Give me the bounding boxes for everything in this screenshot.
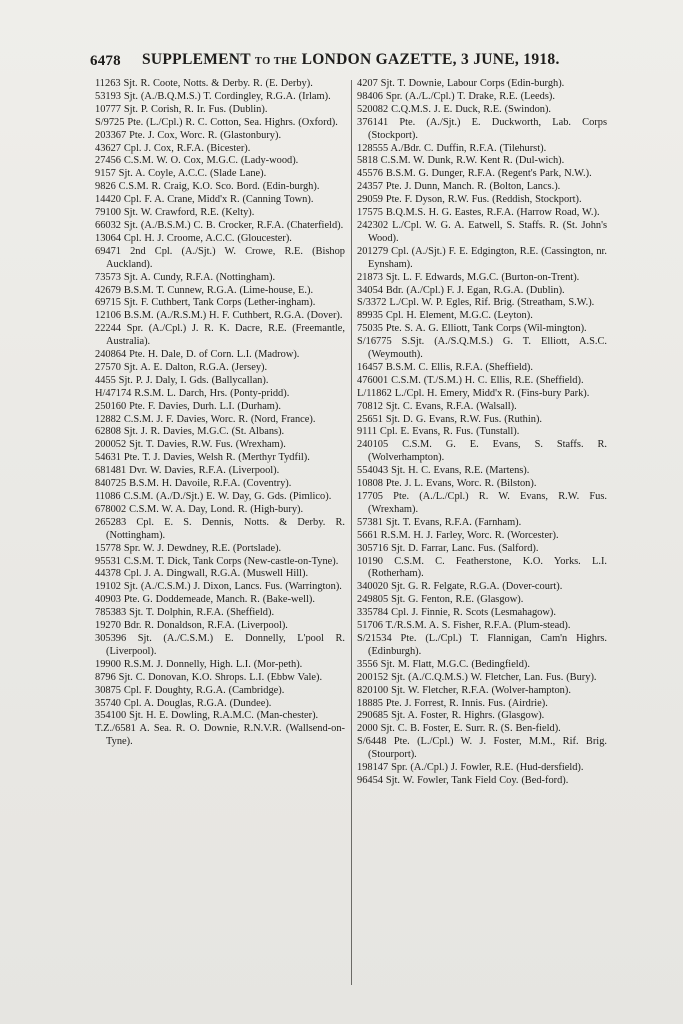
list-item: S/9725 Pte. (L./Cpl.) R. C. Cotton, Sea. Highrs. (Oxford). (95, 116, 338, 128)
list-item: 11086 C.S.M. (A./D./Sjt.) E. W. Day, G. Gds. (Pimlico). (95, 491, 332, 502)
list-item: 9111 Cpl. E. Evans, R. Fus. (Tunstall). (357, 426, 520, 438)
entry-columns (95, 78, 607, 993)
list-item: T.Z./6581 A. Sea. R. O. Downie, R.N.V.R. (Wallsend-on-Tyne). (95, 723, 345, 748)
list-item: 820100 Sjt. W. Fletcher, R.F.A. (Wolver-hampton). (357, 684, 571, 696)
list-item: 27570 Sjt. A. E. Dalton, R.G.A. (Jersey). (95, 361, 268, 373)
list-item: 12106 B.S.M. (A./R.S.M.) H. F. Cuthbert, R.G.A. (Dover). (95, 310, 343, 322)
list-item: 19102 Sjt. (A./C.S.M.) J. Dixon, Lancs. Fus. (Warrington). (95, 581, 342, 593)
list-item: 19270 Bdr. R. Donaldson, R.F.A. (Liverpool). (95, 620, 288, 632)
list-item: S/21534 Pte. (L./Cpl.) T. Flannigan, Cam'n Highrs. (Edinburgh). (357, 632, 607, 657)
list-item: 18885 Pte. J. Forrest, R. Innis. Fus. (Airdrie). (357, 697, 548, 709)
list-item: 95531 C.S.M. T. Dick, Tank Corps (New-castle-on-Tyne). (95, 555, 339, 567)
title-connector: TO THE (254, 56, 298, 67)
list-item: 22244 Spr. (A./Cpl.) J. R. K. Dacre, R.E. (Freemantle, Australia). (95, 323, 345, 348)
list-item: L/11862 L./Cpl. H. Emery, Midd'x R. (Fins-bury Park). (357, 387, 590, 399)
list-item: 2000 Sjt. C. B. Foster, E. Surr. R. (S. Ben-field). (357, 723, 561, 735)
list-item: 3556 Sjt. M. Flatt, M.G.C. (Bedingfield). (357, 658, 530, 670)
title-part2: LONDON GAZETTE, 3 JUNE, 1918. (301, 51, 560, 68)
list-item: 554043 Sjt. H. C. Evans, R.E. (Martens). (357, 465, 530, 477)
page-header (90, 51, 570, 73)
list-item: 66032 Sjt. (A./B.S.M.) C. B. Crocker, R.F.A. (Chaterfield). (95, 219, 344, 231)
list-item: 4455 Sjt. P. J. Daly, I. Gds. (Ballycallan). (95, 374, 269, 386)
list-item: S/6448 Pte. (L./Cpl.) W. J. Foster, M.M., Rif. Brig. (Stourport). (357, 736, 607, 761)
list-item: 25651 Sjt. D. G. Evans, R.W. Fus. (Ruthin). (357, 413, 543, 425)
list-item: 14420 Cpl. F. A. Crane, Midd'x R. (Canning Town). (95, 194, 314, 206)
list-item: 27456 C.S.M. W. O. Cox, M.G.C. (Lady-wood). (95, 155, 299, 167)
list-item: S/3372 L./Cpl. W. P. Egles, Rif. Brig. (Streatham, S.W.). (357, 297, 595, 309)
list-item: 29059 Pte. F. Dyson, R.W. Fus. (Reddish, Stockport). (357, 194, 582, 206)
list-item: 98406 Spr. (A./L./Cpl.) T. Drake, R.E. (Leeds). (357, 90, 555, 102)
list-item: 96454 Sjt. W. Fowler, Tank Field Coy. (Bed-ford). (357, 774, 569, 786)
list-item: 19900 R.S.M. J. Donnelly, High. L.I. (Mor-peth). (95, 658, 303, 670)
list-item: 30875 Cpl. F. Doughty, R.G.A. (Cambridge). (95, 684, 285, 696)
list-item: 335784 Cpl. J. Finnie, R. Scots (Lesmahagow). (357, 607, 556, 619)
list-item: 35740 Cpl. A. Douglas, R.G.A. (Dundee). (95, 697, 272, 709)
list-item: H/47174 R.S.M. L. Darch, Hrs. (Ponty-pridd). (95, 387, 290, 399)
column-divider (351, 80, 352, 985)
list-item: 10808 Pte. J. L. Evans, Worc. R. (Bilston). (357, 478, 537, 490)
list-item: 249805 Sjt. G. Fenton, R.E. (Glasgow). (357, 594, 524, 606)
page-title (142, 51, 560, 69)
list-item: S/16775 S.Sjt. (A./S.Q.M.S.) G. T. Elliott, A.S.C. (Weymouth). (357, 336, 607, 361)
list-item: 89935 Cpl. H. Element, M.G.C. (Leyton). (357, 310, 533, 322)
list-item: 40903 Pte. G. Doddemeade, Manch. R. (Bake-well). (95, 594, 315, 606)
list-item: 5661 R.S.M. H. J. Farley, Worc. R. (Worcester). (357, 529, 559, 541)
list-item: 45576 B.S.M. G. Dunger, R.F.A. (Regent's Park, N.W.). (357, 168, 592, 180)
list-item: 678002 C.S.M. W. A. Day, Lond. R. (High-bury). (95, 503, 304, 515)
right-column (357, 78, 607, 788)
list-item: 24357 Pte. J. Dunn, Manch. R. (Bolton, Lancs.). (357, 181, 561, 193)
list-item: 9157 Sjt. A. Coyle, A.C.C. (Slade Lane). (95, 168, 267, 180)
list-item: 376141 Pte. (A./Sjt.) E. Duckworth, Lab. Corps (Stockport). (357, 116, 607, 141)
list-item: 200052 Sjt. T. Davies, R.W. Fus. (Wrexham). (95, 439, 286, 451)
list-item: 340020 Sjt. G. R. Felgate, R.G.A. (Dover-court). (357, 581, 563, 593)
list-item: 62808 Sjt. J. R. Davies, M.G.C. (St. Albans). (95, 426, 285, 438)
list-item: 200152 Sjt. (A./C.Q.M.S.) W. Fletcher, Lan. Fus. (Bury). (357, 671, 597, 683)
list-item: 73573 Sjt. A. Cundy, R.F.A. (Nottingham). (95, 271, 276, 283)
list-item: 354100 Sjt. H. E. Dowling, R.A.M.C. (Man-chester). (95, 710, 319, 722)
list-item: 54631 Pte. T. J. Davies, Welsh R. (Merthyr Tydfil). (95, 452, 310, 464)
list-item: 11263 Sjt. R. Coote, Notts. & Derby. R. (E. Derby). (95, 78, 313, 89)
list-item: 70812 Sjt. C. Evans, R.F.A. (Walsall). (357, 400, 517, 412)
list-item: 4207 Sjt. T. Downie, Labour Corps (Edin-burgh). (357, 78, 565, 89)
list-item: 840725 B.S.M. H. Davoile, R.F.A. (Coventry). (95, 478, 292, 490)
list-item: 44378 Cpl. J. A. Dingwall, R.G.A. (Muswell Hill). (95, 568, 309, 580)
list-item: 8796 Sjt. C. Donovan, K.O. Shrops. L.I. (Ebbw Vale). (95, 671, 323, 683)
left-column (95, 78, 345, 749)
list-item: 21873 Sjt. L. F. Edwards, M.G.C. (Burton-on-Trent). (357, 271, 580, 283)
list-item: 305396 Sjt. (A./C.S.M.) E. Donnelly, L'pool R. (Liverpool). (95, 632, 345, 657)
list-item: 34054 Bdr. (A./Cpl.) F. J. Egan, R.G.A. (Dublin). (357, 284, 565, 296)
list-item: 305716 Sjt. D. Farrar, Lanc. Fus. (Salford). (357, 542, 539, 554)
list-item: 51706 T./R.S.M. A. S. Fisher, R.F.A. (Plum-stead). (357, 620, 571, 632)
list-item: 69715 Sjt. F. Cuthbert, Tank Corps (Lether-ingham). (95, 297, 316, 309)
list-item: 250160 Pte. F. Davies, Durh. L.I. (Durham). (95, 400, 281, 412)
list-item: 681481 Dvr. W. Davies, R.F.A. (Liverpool). (95, 465, 280, 477)
list-item: 12882 C.S.M. J. F. Davies, Worc. R. (Nord, France). (95, 413, 316, 425)
list-item: 128555 A./Bdr. C. Duffin, R.F.A. (Tilehurst). (357, 142, 547, 154)
list-item: 79100 Sjt. W. Crawford, R.E. (Kelty). (95, 207, 255, 219)
list-item: 785383 Sjt. T. Dolphin, R.F.A. (Sheffield). (95, 607, 275, 619)
list-item: 203367 Pte. J. Cox, Worc. R. (Glastonbury). (95, 129, 282, 141)
list-item: 13064 Cpl. H. J. Croome, A.C.C. (Gloucester). (95, 232, 292, 244)
list-item: 242302 L./Cpl. W. G. A. Eatwell, S. Staffs. R. (St. John's Wood). (357, 219, 607, 244)
list-item: 520082 C.Q.M.S. J. E. Duck, R.E. (Swindon). (357, 103, 552, 115)
title-part1: SUPPLEMENT (142, 51, 251, 68)
list-item: 240105 C.S.M. G. E. Evans, S. Staffs. R. (Wolverhampton). (357, 439, 607, 464)
list-item: 240864 Pte. H. Dale, D. of Corn. L.I. (Madrow). (95, 349, 300, 361)
list-item: 53193 Sjt. (A./B.Q.M.S.) T. Cordingley, R.G.A. (Irlam). (95, 90, 331, 102)
list-item: 17705 Pte. (A./L./Cpl.) R. W. Evans, R.W. Fus. (Wrexham). (357, 491, 607, 515)
list-item: 290685 Sjt. A. Foster, R. Highrs. (Glasgow). (357, 710, 545, 722)
list-item: 15778 Spr. W. J. Dewdney, R.E. (Portslade). (95, 542, 282, 554)
list-item: 265283 Cpl. E. S. Dennis, Notts. & Derby. R. (Nottingham). (95, 516, 345, 541)
list-item: 10777 Sjt. P. Corish, R. Ir. Fus. (Dublin). (95, 103, 268, 115)
list-item: 17575 B.Q.M.S. H. G. Eastes, R.F.A. (Harrow Road, W.). (357, 207, 600, 219)
list-item: 16457 B.S.M. C. Ellis, R.F.A. (Sheffield). (357, 361, 533, 373)
list-item: 198147 Spr. (A./Cpl.) J. Fowler, R.E. (Hud-dersfield). (357, 762, 584, 774)
list-item: 69471 2nd Cpl. (A./Sjt.) W. Crowe, R.E. (Bishop Auckland). (95, 245, 345, 270)
list-item: 5818 C.S.M. W. Dunk, R.W. Kent R. (Dul-wich). (357, 155, 565, 167)
list-item: 75035 Pte. S. A. G. Elliott, Tank Corps (Wil-mington). (357, 323, 587, 335)
list-item: 476001 C.S.M. (T./S.M.) H. C. Ellis, R.E. (Sheffield). (357, 374, 584, 386)
list-item: 10190 C.S.M. C. Featherstone, K.O. Yorks. L.I. (Rotherham). (357, 555, 607, 580)
list-item: 57381 Sjt. T. Evans, R.F.A. (Farnham). (357, 516, 522, 528)
page-number: 6478 (90, 53, 121, 69)
list-item: 9826 C.S.M. R. Craig, K.O. Sco. Bord. (Edin-burgh). (95, 181, 320, 193)
list-item: 201279 Cpl. (A./Sjt.) F. E. Edgington, R.E. (Cassington, nr. Eynsham). (357, 245, 607, 270)
list-item: 42679 B.S.M. T. Cunnew, R.G.A. (Lime-house, E.). (95, 284, 314, 296)
list-item: 43627 Cpl. J. Cox, R.F.A. (Bicester). (95, 142, 251, 154)
